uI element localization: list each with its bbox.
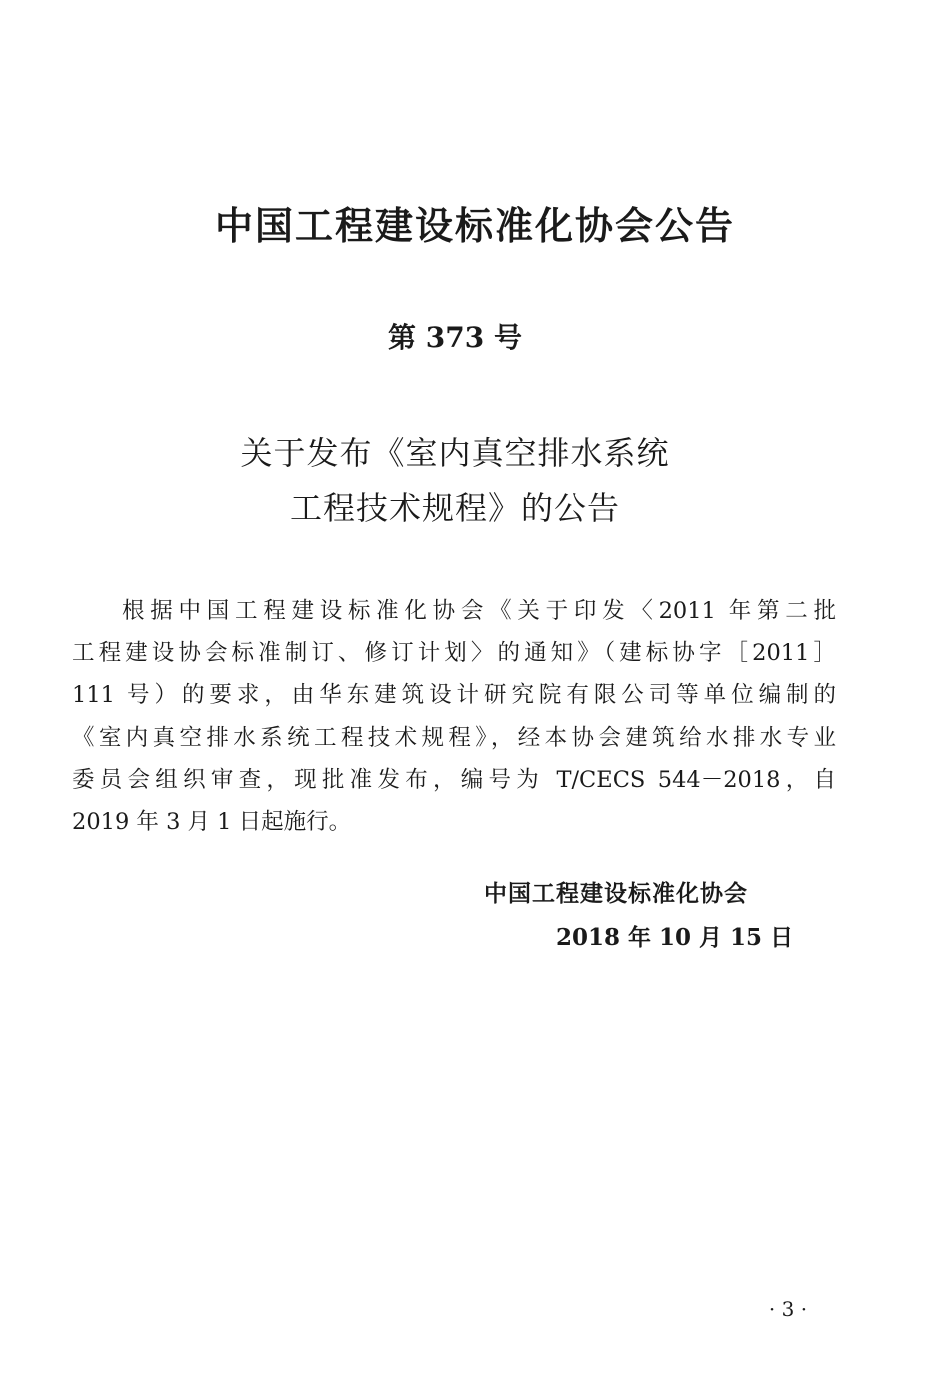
subject-line-1: 关于发布《室内真空排水系统 — [240, 434, 670, 472]
body-line: 111 号）的要求，由华东建筑设计研究院有限公司等单位编制的 — [72, 682, 836, 709]
page-title: 中国工程建设标准化协会公告 — [214, 204, 735, 248]
notice-subject — [0, 426, 910, 536]
signature-date: 2018 年 10 月 15 日 — [556, 924, 794, 951]
signature-organization: 中国工程建设标准化协会 — [484, 881, 748, 907]
signature-block — [470, 872, 800, 960]
subject-line-2: 工程技术规程》的公告 — [289, 489, 620, 527]
body-line: 2019 年 3 月 1 日起施行。 — [72, 808, 352, 835]
body-line: 委员会组织审查，现批准发布，编号为 T/CECS 544－2018，自 — [72, 766, 836, 793]
page-number: · 3 · — [768, 1297, 808, 1321]
notice-body — [72, 590, 836, 843]
body-line: 根据中国工程建设标准化协会《关于印发〈2011 年第二批 — [122, 598, 836, 624]
notice-number: 第 373 号 — [388, 321, 522, 354]
body-line: 工程建设协会标准制订、修订计划〉的通知》（建标协字［2011］ — [72, 640, 836, 667]
body-line: 《室内真空排水系统工程技术规程》，经本协会建筑给水排水专业 — [72, 724, 836, 751]
